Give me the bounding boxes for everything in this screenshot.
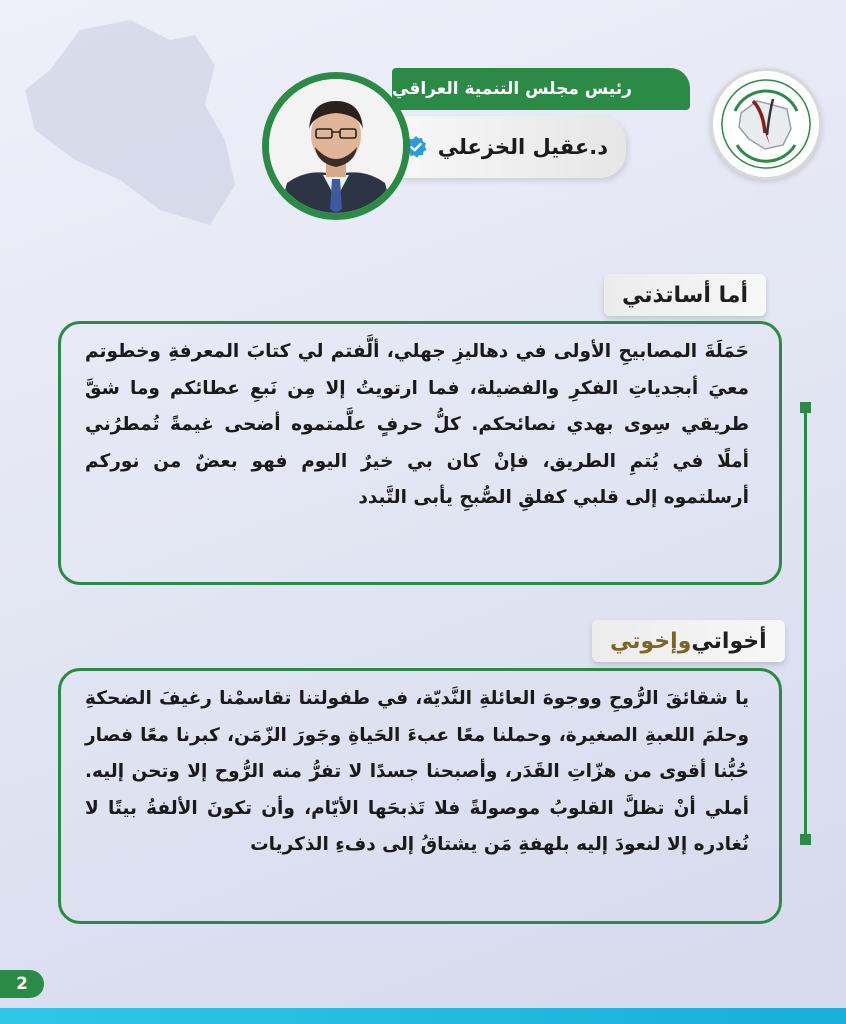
council-logo	[710, 68, 822, 180]
teachers-text-box	[58, 321, 782, 585]
header-title: رئيس مجلس التنمية العراقي	[392, 79, 632, 99]
siblings-text-box	[58, 668, 782, 924]
council-emblem-icon	[713, 71, 819, 177]
iraq-map-watermark	[20, 10, 250, 240]
bottom-color-band	[0, 1008, 846, 1024]
section-heading-text: أما أساتذتي	[622, 282, 749, 308]
page-number: 2	[16, 974, 28, 994]
header-title-banner	[392, 68, 690, 110]
person-portrait-illustration	[269, 79, 403, 213]
portrait-frame	[262, 72, 410, 220]
connector-square-top	[800, 402, 811, 413]
portrait-photo	[269, 79, 403, 213]
teachers-paragraph: حَمَلَةَ المصابيحِ الأولى في دهاليزِ جهلي، ألَّفتم لي كتابَ المعرفةِ وخطوتم معيَ أبجدياتِ الفكرِ والفضيلة، فما ارتويتُ إلا مِن نَبعِ عطائكم وما شقَّ طريقي سِوى بهدي نصائحكم. كلُّ حرفٍ علَّمتموه أضحى غيمةً تُمطرُني أملًا في يُتمِ الطريق، فإنْ كان بي خيرٌ اليوم فهو بعضٌ من نوركم أرسلتموه إلى قلبي كفلقِ الصُّبحِ يأبى التَّبدد	[85, 341, 749, 508]
speaker-name: د.عقيل الخزعلي	[437, 135, 608, 159]
section-heading-teachers	[604, 274, 766, 316]
page-number-badge	[0, 970, 44, 998]
section-heading-siblings	[592, 620, 785, 662]
decorative-connector-line	[804, 408, 807, 838]
header-name-banner	[398, 116, 626, 178]
section-heading-main: أخواتي	[691, 628, 767, 654]
section-heading-accent: وإخوتي	[610, 628, 692, 654]
siblings-paragraph: يا شقائقَ الرُّوحِ ووجوهَ العائلةِ النَّديّة، في طفولتنا تقاسمْنا رغيفَ الضحكةِ وحلمَ اللعبةِ الصغيرة، وحملنا معًا عبءَ الحَياةِ وجَورَ الزّمَن، كبرنا معًا فصار حُبُّنا أقوى من هزّاتِ القَدَر، وأصبحنا جسدًا لا تفرُّ منه الرُّوح إلا وتحن إليه. أملي أنْ تظلَّ القلوبُ موصولةً فلا تَذبحَها الأيّام، وأن تكونَ الألفةُ بيتًا لا نُغادره إلا لنعودَ إليه بلهفةِ مَن يشتاقُ إلى دفءِ الذكريات	[85, 688, 749, 855]
connector-square-bottom	[800, 834, 811, 845]
